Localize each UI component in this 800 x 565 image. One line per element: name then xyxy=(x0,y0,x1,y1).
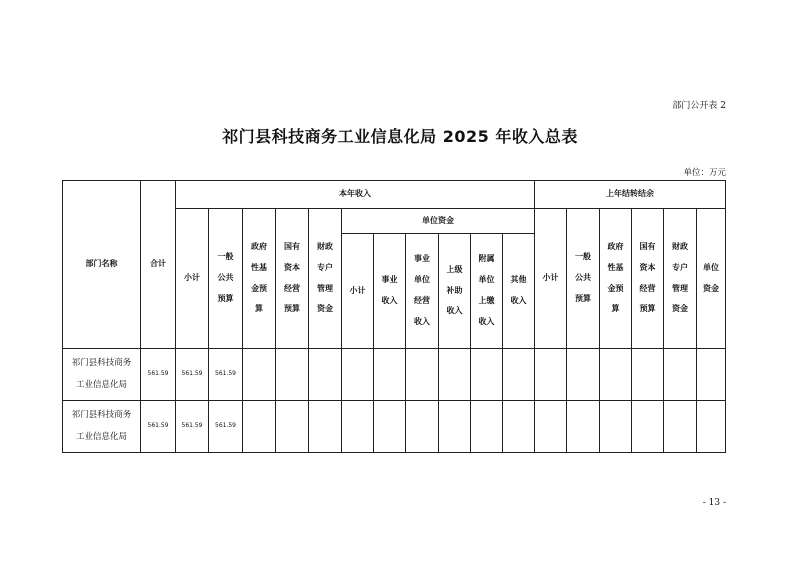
header-other-income: 其他 收入 xyxy=(503,234,535,349)
header-prev-fiscal-special: 财政 专户 管理 资金 xyxy=(664,209,697,349)
empty-cell xyxy=(567,349,600,401)
row-total: 561.59 xyxy=(141,349,176,401)
header-prev-subtotal: 小计 xyxy=(535,209,567,349)
page-number: - 13 - xyxy=(702,498,726,508)
header-fiscal-special: 财政 专户 管理 资金 xyxy=(309,209,342,349)
header-business-income: 事业 收入 xyxy=(374,234,406,349)
empty-cell xyxy=(664,401,697,453)
empty-cell xyxy=(406,349,439,401)
row-general-budget: 561.59 xyxy=(209,401,243,453)
empty-cell xyxy=(632,349,664,401)
empty-cell xyxy=(503,349,535,401)
empty-cell xyxy=(664,349,697,401)
header-prev-unit-funds: 单位 资金 xyxy=(697,209,726,349)
header-general-budget: 一般 公共 预算 xyxy=(209,209,243,349)
header-current-year: 本年收入 xyxy=(176,181,535,209)
empty-cell xyxy=(243,401,276,453)
empty-cell xyxy=(374,349,406,401)
empty-cell xyxy=(276,401,309,453)
empty-cell xyxy=(406,401,439,453)
header-unit-subtotal: 小计 xyxy=(342,234,374,349)
row-general-budget: 561.59 xyxy=(209,349,243,401)
row-total: 561.59 xyxy=(141,401,176,453)
header-dept-name: 部门名称 xyxy=(63,181,141,349)
empty-cell xyxy=(697,349,726,401)
empty-cell xyxy=(567,401,600,453)
header-state-capital: 国有 资本 经营 预算 xyxy=(276,209,309,349)
header-gov-fund: 政府 性基 金预 算 xyxy=(243,209,276,349)
row-subtotal: 561.59 xyxy=(176,349,209,401)
empty-cell xyxy=(309,401,342,453)
row-dept-name: 祁门县科技商务 工业信息化局 xyxy=(63,349,141,401)
empty-cell xyxy=(342,401,374,453)
header-affiliated-income: 附属 单位 上缴 收入 xyxy=(471,234,503,349)
row-dept-name: 祁门县科技商务 工业信息化局 xyxy=(63,401,141,453)
empty-cell xyxy=(276,349,309,401)
empty-cell xyxy=(600,401,632,453)
empty-cell xyxy=(374,401,406,453)
empty-cell xyxy=(503,401,535,453)
header-prev-general: 一般 公共 预算 xyxy=(567,209,600,349)
empty-cell xyxy=(309,349,342,401)
empty-cell xyxy=(535,349,567,401)
empty-cell xyxy=(439,349,471,401)
header-prev-year: 上年结转结余 xyxy=(535,181,726,209)
empty-cell xyxy=(243,349,276,401)
header-subtotal: 小计 xyxy=(176,209,209,349)
empty-cell xyxy=(600,349,632,401)
page-title: 祁门县科技商务工业信息化局 2025 年收入总表 xyxy=(222,127,578,146)
empty-cell xyxy=(535,401,567,453)
income-summary-table xyxy=(62,180,726,453)
row-subtotal: 561.59 xyxy=(176,401,209,453)
header-unit-funds: 单位资金 xyxy=(342,209,535,234)
header-superior-subsidy: 上级 补助 收入 xyxy=(439,234,471,349)
empty-cell xyxy=(697,401,726,453)
page-tag: 部门公开表 2 xyxy=(672,101,726,111)
header-total: 合计 xyxy=(141,181,176,349)
empty-cell xyxy=(471,401,503,453)
header-prev-state-capital: 国有 资本 经营 预算 xyxy=(632,209,664,349)
empty-cell xyxy=(439,401,471,453)
header-unit-operating: 事业 单位 经营 收入 xyxy=(406,234,439,349)
table-row xyxy=(63,349,726,401)
table-row xyxy=(63,401,726,453)
header-prev-gov-fund: 政府 性基 金预 算 xyxy=(600,209,632,349)
empty-cell xyxy=(471,349,503,401)
empty-cell xyxy=(632,401,664,453)
unit-label: 单位：万元 xyxy=(683,168,726,178)
empty-cell xyxy=(342,349,374,401)
